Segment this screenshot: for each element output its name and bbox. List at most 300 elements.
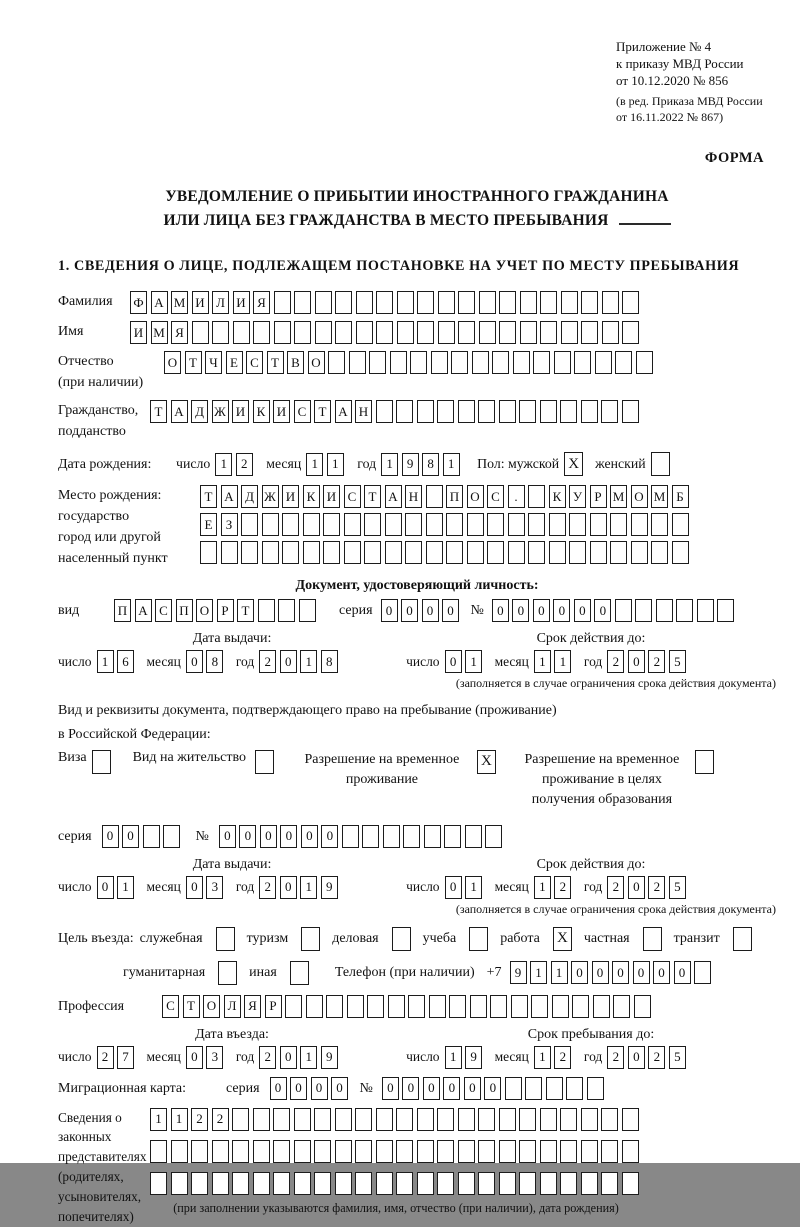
char-cell[interactable]: [552, 995, 569, 1018]
char-cell[interactable]: [634, 995, 651, 1018]
char-cell[interactable]: 8: [422, 453, 439, 476]
char-cell[interactable]: [362, 825, 379, 848]
char-cell[interactable]: [367, 995, 384, 1018]
char-cell[interactable]: [294, 1108, 311, 1131]
char-cell[interactable]: 0: [270, 1077, 287, 1100]
char-cell[interactable]: М: [651, 485, 668, 508]
doc-number-boxes[interactable]: [492, 599, 738, 622]
entry-month-boxes[interactable]: [186, 1046, 227, 1069]
char-cell[interactable]: 0: [381, 599, 398, 622]
char-cell[interactable]: [417, 400, 434, 423]
char-cell[interactable]: 5: [669, 1046, 686, 1069]
birthplace-boxes-row2[interactable]: [200, 513, 692, 536]
char-cell[interactable]: 2: [607, 876, 624, 899]
char-cell[interactable]: [396, 1140, 413, 1163]
char-cell[interactable]: 0: [442, 599, 459, 622]
char-cell[interactable]: С: [294, 400, 311, 423]
char-cell[interactable]: А: [335, 400, 352, 423]
doc-kind-boxes[interactable]: [114, 599, 319, 622]
valid-year-boxes[interactable]: [607, 650, 689, 673]
char-cell[interactable]: [499, 400, 516, 423]
char-cell[interactable]: [356, 321, 373, 344]
char-cell[interactable]: 0: [280, 825, 297, 848]
char-cell[interactable]: [282, 513, 299, 536]
char-cell[interactable]: [376, 1140, 393, 1163]
char-cell[interactable]: [274, 291, 291, 314]
char-cell[interactable]: [410, 351, 427, 374]
char-cell[interactable]: 2: [212, 1108, 229, 1131]
char-cell[interactable]: [143, 825, 160, 848]
stay-issue-year-boxes[interactable]: [259, 876, 341, 899]
char-cell[interactable]: [601, 1172, 618, 1195]
char-cell[interactable]: 1: [117, 876, 134, 899]
char-cell[interactable]: [697, 599, 714, 622]
char-cell[interactable]: Л: [212, 291, 229, 314]
char-cell[interactable]: 2: [259, 650, 276, 673]
char-cell[interactable]: 0: [574, 599, 591, 622]
char-cell[interactable]: [717, 599, 734, 622]
birth-year-boxes[interactable]: [381, 453, 463, 476]
char-cell[interactable]: [593, 995, 610, 1018]
char-cell[interactable]: [676, 599, 693, 622]
char-cell[interactable]: [511, 995, 528, 1018]
char-cell[interactable]: 1: [150, 1108, 167, 1131]
char-cell[interactable]: [499, 1140, 516, 1163]
char-cell[interactable]: [581, 400, 598, 423]
char-cell[interactable]: [508, 541, 525, 564]
char-cell[interactable]: [437, 1172, 454, 1195]
char-cell[interactable]: [499, 1172, 516, 1195]
char-cell[interactable]: [499, 321, 516, 344]
char-cell[interactable]: [437, 1140, 454, 1163]
purpose-official-checkbox[interactable]: [216, 927, 235, 951]
char-cell[interactable]: 8: [321, 650, 338, 673]
char-cell[interactable]: 0: [301, 825, 318, 848]
char-cell[interactable]: 9: [510, 961, 527, 984]
char-cell[interactable]: Т: [150, 400, 167, 423]
char-cell[interactable]: Е: [226, 351, 243, 374]
char-cell[interactable]: [478, 400, 495, 423]
char-cell[interactable]: [438, 291, 455, 314]
doc-seriya-boxes[interactable]: [381, 599, 463, 622]
char-cell[interactable]: [253, 1140, 270, 1163]
char-cell[interactable]: А: [135, 599, 152, 622]
char-cell[interactable]: .: [508, 485, 525, 508]
char-cell[interactable]: 9: [321, 876, 338, 899]
char-cell[interactable]: [438, 321, 455, 344]
char-cell[interactable]: Я: [253, 291, 270, 314]
char-cell[interactable]: [508, 513, 525, 536]
char-cell[interactable]: [344, 513, 361, 536]
char-cell[interactable]: [572, 995, 589, 1018]
char-cell[interactable]: 0: [464, 1077, 481, 1100]
char-cell[interactable]: [315, 321, 332, 344]
char-cell[interactable]: [376, 291, 393, 314]
char-cell[interactable]: С: [344, 485, 361, 508]
char-cell[interactable]: [342, 825, 359, 848]
stay-doc-number-boxes[interactable]: [219, 825, 506, 848]
char-cell[interactable]: [314, 1140, 331, 1163]
char-cell[interactable]: 0: [186, 650, 203, 673]
char-cell[interactable]: [314, 1172, 331, 1195]
char-cell[interactable]: М: [171, 291, 188, 314]
char-cell[interactable]: О: [203, 995, 220, 1018]
char-cell[interactable]: [651, 541, 668, 564]
char-cell[interactable]: [437, 400, 454, 423]
char-cell[interactable]: [467, 513, 484, 536]
char-cell[interactable]: [273, 1140, 290, 1163]
char-cell[interactable]: [315, 291, 332, 314]
char-cell[interactable]: [531, 995, 548, 1018]
char-cell[interactable]: Т: [185, 351, 202, 374]
char-cell[interactable]: [397, 321, 414, 344]
char-cell[interactable]: [581, 291, 598, 314]
char-cell[interactable]: И: [323, 485, 340, 508]
entry-year-boxes[interactable]: [259, 1046, 341, 1069]
valid-day-boxes[interactable]: [445, 650, 486, 673]
char-cell[interactable]: Я: [244, 995, 261, 1018]
gender-female-checkbox[interactable]: [651, 452, 670, 476]
char-cell[interactable]: [294, 1140, 311, 1163]
char-cell[interactable]: Т: [200, 485, 217, 508]
char-cell[interactable]: У: [569, 485, 586, 508]
char-cell[interactable]: [470, 995, 487, 1018]
char-cell[interactable]: [499, 1108, 516, 1131]
char-cell[interactable]: [355, 1172, 372, 1195]
char-cell[interactable]: [403, 825, 420, 848]
char-cell[interactable]: [150, 1140, 167, 1163]
char-cell[interactable]: [335, 1140, 352, 1163]
temp-residence-checkbox[interactable]: X: [477, 750, 496, 774]
char-cell[interactable]: [528, 485, 545, 508]
char-cell[interactable]: [303, 513, 320, 536]
char-cell[interactable]: [520, 291, 537, 314]
char-cell[interactable]: [299, 599, 316, 622]
char-cell[interactable]: 3: [206, 876, 223, 899]
char-cell[interactable]: 0: [571, 961, 588, 984]
char-cell[interactable]: [631, 541, 648, 564]
char-cell[interactable]: [369, 351, 386, 374]
char-cell[interactable]: [326, 995, 343, 1018]
char-cell[interactable]: [458, 321, 475, 344]
char-cell[interactable]: [273, 1108, 290, 1131]
char-cell[interactable]: 2: [259, 876, 276, 899]
char-cell[interactable]: 0: [280, 1046, 297, 1069]
char-cell[interactable]: 0: [653, 961, 670, 984]
char-cell[interactable]: [487, 541, 504, 564]
char-cell[interactable]: 0: [260, 825, 277, 848]
char-cell[interactable]: П: [176, 599, 193, 622]
char-cell[interactable]: [426, 513, 443, 536]
char-cell[interactable]: 0: [423, 1077, 440, 1100]
char-cell[interactable]: [446, 541, 463, 564]
char-cell[interactable]: [356, 291, 373, 314]
char-cell[interactable]: 0: [628, 876, 645, 899]
char-cell[interactable]: [546, 1077, 563, 1100]
char-cell[interactable]: Р: [265, 995, 282, 1018]
char-cell[interactable]: [424, 825, 441, 848]
char-cell[interactable]: [405, 541, 422, 564]
char-cell[interactable]: 0: [122, 825, 139, 848]
char-cell[interactable]: [396, 1108, 413, 1131]
issue-year-boxes[interactable]: [259, 650, 341, 673]
char-cell[interactable]: [335, 321, 352, 344]
phone-boxes[interactable]: [510, 961, 715, 984]
char-cell[interactable]: [417, 1172, 434, 1195]
char-cell[interactable]: [285, 995, 302, 1018]
birthplace-boxes-row3[interactable]: [200, 541, 692, 564]
char-cell[interactable]: [569, 513, 586, 536]
char-cell[interactable]: 0: [443, 1077, 460, 1100]
birth-day-boxes[interactable]: [215, 453, 256, 476]
char-cell[interactable]: [520, 321, 537, 344]
char-cell[interactable]: [622, 321, 639, 344]
char-cell[interactable]: [417, 321, 434, 344]
purpose-other-checkbox[interactable]: [290, 961, 309, 985]
char-cell[interactable]: 0: [612, 961, 629, 984]
char-cell[interactable]: 2: [97, 1046, 114, 1069]
char-cell[interactable]: 1: [306, 453, 323, 476]
char-cell[interactable]: [449, 995, 466, 1018]
char-cell[interactable]: Е: [200, 513, 217, 536]
char-cell[interactable]: [221, 541, 238, 564]
char-cell[interactable]: 0: [290, 1077, 307, 1100]
char-cell[interactable]: [505, 1077, 522, 1100]
char-cell[interactable]: [376, 1172, 393, 1195]
char-cell[interactable]: И: [130, 321, 147, 344]
char-cell[interactable]: [376, 1108, 393, 1131]
char-cell[interactable]: 0: [401, 599, 418, 622]
char-cell[interactable]: 1: [327, 453, 344, 476]
char-cell[interactable]: [385, 541, 402, 564]
gender-male-checkbox[interactable]: X: [564, 452, 583, 476]
char-cell[interactable]: А: [171, 400, 188, 423]
char-cell[interactable]: [347, 995, 364, 1018]
char-cell[interactable]: [615, 351, 632, 374]
char-cell[interactable]: [458, 291, 475, 314]
char-cell[interactable]: [458, 400, 475, 423]
char-cell[interactable]: [519, 1140, 536, 1163]
char-cell[interactable]: В: [287, 351, 304, 374]
char-cell[interactable]: [672, 541, 689, 564]
char-cell[interactable]: [253, 1108, 270, 1131]
char-cell[interactable]: [328, 351, 345, 374]
char-cell[interactable]: [458, 1108, 475, 1131]
char-cell[interactable]: 0: [186, 1046, 203, 1069]
char-cell[interactable]: З: [221, 513, 238, 536]
char-cell[interactable]: [519, 1108, 536, 1131]
char-cell[interactable]: 1: [443, 453, 460, 476]
char-cell[interactable]: П: [446, 485, 463, 508]
char-cell[interactable]: [426, 541, 443, 564]
char-cell[interactable]: [549, 513, 566, 536]
char-cell[interactable]: [241, 513, 258, 536]
char-cell[interactable]: [212, 321, 229, 344]
char-cell[interactable]: [561, 321, 578, 344]
char-cell[interactable]: 2: [648, 1046, 665, 1069]
char-cell[interactable]: [499, 291, 516, 314]
char-cell[interactable]: [467, 541, 484, 564]
profession-boxes[interactable]: [162, 995, 654, 1018]
valid-month-boxes[interactable]: [534, 650, 575, 673]
char-cell[interactable]: [314, 1108, 331, 1131]
char-cell[interactable]: [303, 541, 320, 564]
char-cell[interactable]: 7: [117, 1046, 134, 1069]
char-cell[interactable]: И: [232, 400, 249, 423]
char-cell[interactable]: М: [151, 321, 168, 344]
char-cell[interactable]: П: [114, 599, 131, 622]
char-cell[interactable]: [335, 1172, 352, 1195]
char-cell[interactable]: [465, 825, 482, 848]
purpose-study-checkbox[interactable]: [469, 927, 488, 951]
char-cell[interactable]: [601, 1108, 618, 1131]
char-cell[interactable]: [458, 1140, 475, 1163]
char-cell[interactable]: [431, 351, 448, 374]
representatives-boxes-row1[interactable]: [150, 1108, 642, 1131]
purpose-work-checkbox[interactable]: X: [553, 927, 572, 951]
char-cell[interactable]: [478, 1172, 495, 1195]
char-cell[interactable]: Р: [590, 485, 607, 508]
char-cell[interactable]: [528, 541, 545, 564]
char-cell[interactable]: [533, 351, 550, 374]
char-cell[interactable]: 2: [607, 650, 624, 673]
stay-valid-day-boxes[interactable]: [445, 876, 486, 899]
char-cell[interactable]: [581, 1140, 598, 1163]
char-cell[interactable]: О: [164, 351, 181, 374]
char-cell[interactable]: [540, 291, 557, 314]
char-cell[interactable]: [417, 1108, 434, 1131]
char-cell[interactable]: [587, 1077, 604, 1100]
char-cell[interactable]: [519, 400, 536, 423]
char-cell[interactable]: О: [631, 485, 648, 508]
char-cell[interactable]: [408, 995, 425, 1018]
char-cell[interactable]: Ч: [205, 351, 222, 374]
char-cell[interactable]: 1: [445, 1046, 462, 1069]
char-cell[interactable]: 1: [300, 1046, 317, 1069]
char-cell[interactable]: [610, 541, 627, 564]
char-cell[interactable]: 0: [311, 1077, 328, 1100]
char-cell[interactable]: 0: [628, 1046, 645, 1069]
char-cell[interactable]: 0: [484, 1077, 501, 1100]
visa-checkbox[interactable]: [92, 750, 111, 774]
char-cell[interactable]: [540, 1140, 557, 1163]
char-cell[interactable]: [437, 1108, 454, 1131]
char-cell[interactable]: 0: [533, 599, 550, 622]
char-cell[interactable]: [610, 513, 627, 536]
char-cell[interactable]: 1: [465, 876, 482, 899]
char-cell[interactable]: 0: [674, 961, 691, 984]
char-cell[interactable]: 0: [553, 599, 570, 622]
char-cell[interactable]: [602, 291, 619, 314]
char-cell[interactable]: [385, 513, 402, 536]
char-cell[interactable]: О: [467, 485, 484, 508]
char-cell[interactable]: [417, 1140, 434, 1163]
char-cell[interactable]: [635, 599, 652, 622]
char-cell[interactable]: [274, 321, 291, 344]
char-cell[interactable]: [590, 513, 607, 536]
char-cell[interactable]: [335, 291, 352, 314]
char-cell[interactable]: 0: [628, 650, 645, 673]
char-cell[interactable]: [282, 541, 299, 564]
char-cell[interactable]: 0: [402, 1077, 419, 1100]
purpose-tourism-checkbox[interactable]: [301, 927, 320, 951]
char-cell[interactable]: [479, 291, 496, 314]
char-cell[interactable]: И: [192, 291, 209, 314]
char-cell[interactable]: [258, 599, 275, 622]
char-cell[interactable]: [232, 1140, 249, 1163]
char-cell[interactable]: [306, 995, 323, 1018]
char-cell[interactable]: [396, 1172, 413, 1195]
entry-day-boxes[interactable]: [97, 1046, 138, 1069]
char-cell[interactable]: 1: [300, 650, 317, 673]
char-cell[interactable]: 5: [669, 650, 686, 673]
char-cell[interactable]: [554, 351, 571, 374]
char-cell[interactable]: [672, 513, 689, 536]
char-cell[interactable]: [694, 961, 711, 984]
char-cell[interactable]: [355, 1140, 372, 1163]
char-cell[interactable]: [487, 513, 504, 536]
char-cell[interactable]: Т: [183, 995, 200, 1018]
char-cell[interactable]: 0: [102, 825, 119, 848]
char-cell[interactable]: А: [385, 485, 402, 508]
char-cell[interactable]: [472, 351, 489, 374]
char-cell[interactable]: 9: [465, 1046, 482, 1069]
firstname-boxes[interactable]: [130, 321, 643, 344]
char-cell[interactable]: [426, 485, 443, 508]
char-cell[interactable]: 0: [97, 876, 114, 899]
char-cell[interactable]: 1: [300, 876, 317, 899]
stay-issue-month-boxes[interactable]: [186, 876, 227, 899]
temp-residence-education-checkbox[interactable]: [695, 750, 714, 774]
char-cell[interactable]: Д: [191, 400, 208, 423]
char-cell[interactable]: Т: [267, 351, 284, 374]
char-cell[interactable]: [390, 351, 407, 374]
char-cell[interactable]: [294, 321, 311, 344]
char-cell[interactable]: [525, 1077, 542, 1100]
char-cell[interactable]: 0: [445, 650, 462, 673]
char-cell[interactable]: 0: [321, 825, 338, 848]
char-cell[interactable]: [253, 1172, 270, 1195]
char-cell[interactable]: 0: [239, 825, 256, 848]
char-cell[interactable]: М: [610, 485, 627, 508]
char-cell[interactable]: 1: [381, 453, 398, 476]
purpose-business-checkbox[interactable]: [392, 927, 411, 951]
stay-valid-month-boxes[interactable]: [534, 876, 575, 899]
until-month-boxes[interactable]: [534, 1046, 575, 1069]
char-cell[interactable]: [451, 351, 468, 374]
patronymic-boxes[interactable]: [164, 351, 656, 374]
char-cell[interactable]: [344, 541, 361, 564]
char-cell[interactable]: [396, 400, 413, 423]
char-cell[interactable]: [595, 351, 612, 374]
char-cell[interactable]: Б: [672, 485, 689, 508]
char-cell[interactable]: 2: [554, 876, 571, 899]
char-cell[interactable]: [540, 1172, 557, 1195]
char-cell[interactable]: 9: [402, 453, 419, 476]
char-cell[interactable]: [622, 291, 639, 314]
char-cell[interactable]: [601, 1140, 618, 1163]
char-cell[interactable]: Н: [405, 485, 422, 508]
char-cell[interactable]: [383, 825, 400, 848]
char-cell[interactable]: [492, 351, 509, 374]
purpose-private-checkbox[interactable]: [643, 927, 662, 951]
char-cell[interactable]: [540, 400, 557, 423]
char-cell[interactable]: [560, 1108, 577, 1131]
char-cell[interactable]: 0: [219, 825, 236, 848]
residence-permit-checkbox[interactable]: [255, 750, 274, 774]
char-cell[interactable]: [364, 513, 381, 536]
representatives-boxes-row2[interactable]: [150, 1140, 642, 1163]
